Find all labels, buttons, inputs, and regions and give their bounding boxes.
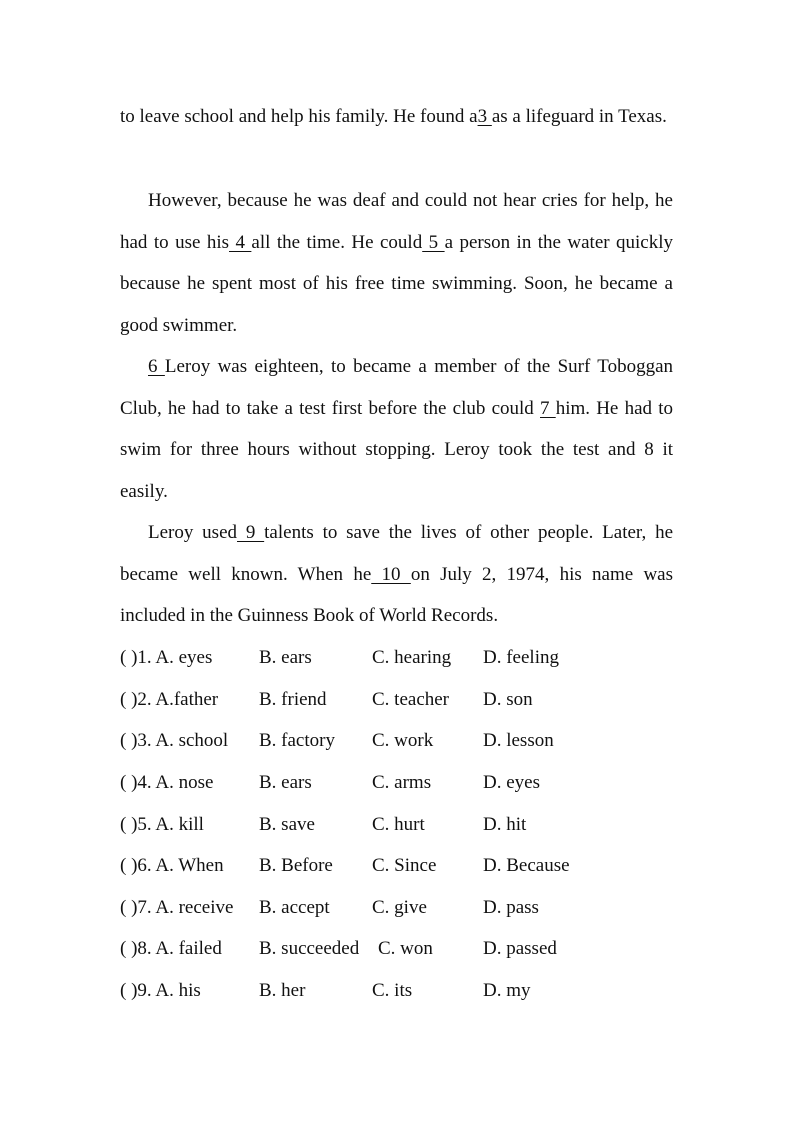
option-d: D. eyes [483,772,540,793]
question-stem: ( )7. A. receive [120,897,234,918]
question-row [120,679,673,721]
passage-paragraph-1 [120,96,673,138]
passage-text: to leave school and help his family. He found a [120,106,478,127]
passage-paragraph-2 [120,180,673,346]
question-row [120,804,673,846]
blank-4: 4 [229,231,252,253]
blank-6: 6 [148,356,165,377]
passage-text: talents to save the lives of other people. Later, he became well known. When he [120,522,673,585]
option-c: C. work [372,730,434,751]
option-b: B. factory [259,730,335,751]
option-b: B. save [259,814,315,835]
question-stem: ( )4. A. nose [120,772,214,793]
question-stem: ( )1. A. eyes [120,647,213,668]
option-c: C. give [372,897,427,918]
question-stem: ( )5. A. kill [120,814,204,835]
passage-text: Leroy used [148,522,238,543]
option-d: D. pass [483,897,539,918]
question-row [120,637,673,679]
option-b: B. ears [259,772,312,793]
question-row [120,970,673,1012]
blank-3: 3 [477,106,492,127]
option-b: B. friend [259,689,327,710]
passage-text: as a lifeguard in Texas. [491,106,667,127]
question-row [120,928,673,970]
option-b: B. accept [259,897,330,918]
option-b: B. her [259,980,306,1001]
question-stem: ( )2. A.father [120,689,219,710]
blank-9: 9 [237,522,265,543]
option-d: D. Because [483,855,570,876]
option-c: C. hearing [372,647,452,668]
option-c: C. Since [372,855,437,876]
passage-paragraph-3 [120,346,673,512]
passage-text: However, because he was deaf and could not hear cries for help, he had to use his [120,190,673,253]
passage-paragraph-4 [120,512,673,637]
question-row [120,720,673,762]
option-b: B. ears [259,647,312,668]
option-c: C. teacher [372,689,450,710]
option-d: D. son [483,689,533,710]
option-c: C. hurt [372,814,425,835]
option-c: C. arms [372,772,432,793]
question-row [120,845,673,887]
option-d: D. passed [483,938,557,959]
blank-7: 7 [540,397,556,419]
passage-text: a person in the water quickly because he spent most of his free time swimming. Soon, he became a good swimmer. [120,231,674,336]
question-stem: ( )8. A. failed [120,938,222,959]
question-stem: ( )3. A. school [120,730,229,751]
question-row [120,887,673,929]
question-stem: ( )9. A. his [120,980,201,1001]
passage-text: Leroy was eighteen, to became a member of the Surf Toboggan Club, he had to take a test first before the club could [120,356,674,419]
blank-5: 5 [422,231,445,253]
question-row [120,762,673,804]
option-d: D. my [483,980,531,1001]
option-b: B. succeeded [259,938,360,959]
option-d: D. feeling [483,647,559,668]
passage-text: him. He had to swim for three hours without stopping. Leroy took the test and 8 it easily. [120,397,673,502]
option-d: D. hit [483,814,527,835]
option-d: D. lesson [483,730,554,751]
passage-text: all the time. He could [251,231,423,253]
option-c: C. won [378,938,433,959]
blank-10: 10 [371,563,411,585]
option-b: B. Before [259,855,333,876]
question-stem: ( )6. A. When [120,855,224,876]
option-c: C. its [372,980,413,1001]
passage-text: on July 2, 1974, his name was included in the Guinness Book of World Records. [120,563,674,627]
